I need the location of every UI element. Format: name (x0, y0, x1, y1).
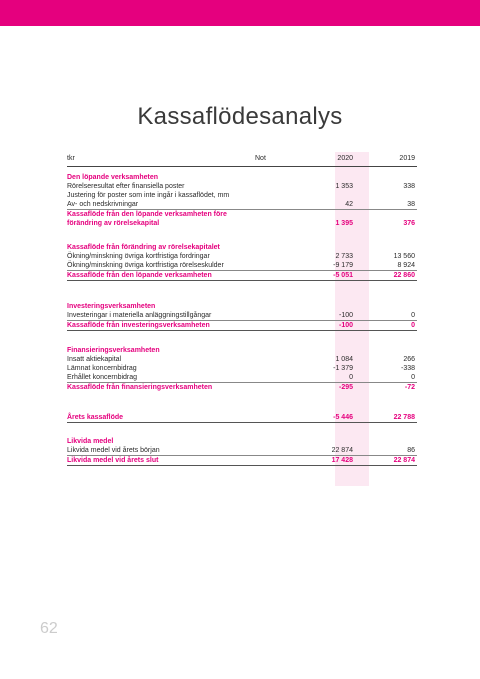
table-row (67, 355, 417, 364)
note-column-header: Not (255, 155, 266, 162)
table-row (67, 191, 417, 200)
value-2019: 86 (407, 447, 415, 454)
value-2020: -5 051 (333, 272, 353, 279)
table-row (67, 252, 417, 261)
row-label: Av- och nedskrivningar (67, 201, 139, 208)
row-label: Lämnat koncernbidrag (67, 365, 137, 372)
value-2019: 22 860 (393, 272, 415, 279)
section-heading-text: Investeringsverksamheten (67, 303, 156, 310)
table-row (67, 364, 417, 373)
value-2019: 0 (411, 322, 415, 329)
row-label: Justering för poster som inte ingår i kassaflödet, mm (67, 192, 230, 199)
value-2019: 338 (403, 183, 415, 190)
subtotal-row (67, 219, 417, 228)
subtotal-row (67, 209, 417, 219)
row-label: Erhållet koncernbidrag (67, 374, 138, 381)
table-row (67, 261, 417, 270)
table-row (67, 182, 417, 191)
table-row (67, 311, 417, 320)
year-2020-header: 2020 (337, 155, 353, 162)
section-heading-text: Likvida medel (67, 438, 114, 445)
unit-label: tkr (67, 155, 75, 162)
value-2019: 22 874 (393, 457, 415, 464)
value-2019: -338 (400, 365, 415, 372)
value-2020: 1 395 (335, 220, 353, 227)
value-2020: 1 353 (335, 183, 353, 190)
table-row (67, 373, 417, 382)
cash-flow-table (67, 152, 417, 466)
value-2020: 1 084 (335, 356, 353, 363)
row-label: Kassaflöde från den löpande verksamheten (67, 272, 212, 279)
row-label: förändring av rörelsekapital (67, 220, 160, 227)
row-label: Ökning/minskning övriga kortfristiga rörelseskulder (67, 262, 224, 269)
annual-cash-flow-row (67, 413, 417, 423)
table-header-row (67, 152, 417, 167)
top-accent-bar (0, 0, 480, 26)
value-2020: -295 (338, 384, 353, 391)
value-2020: 42 (345, 201, 353, 208)
value-2020: 17 428 (331, 457, 353, 464)
value-2019: 13 560 (393, 253, 415, 260)
row-label: Likvida medel vid årets början (67, 447, 160, 454)
value-2019: 38 (407, 201, 415, 208)
table-row (67, 200, 417, 209)
page-title: Kassaflödesanalys (137, 103, 343, 130)
value-2020: 2 733 (335, 253, 353, 260)
row-label: Kassaflöde från den löpande verksamheten före (67, 211, 227, 218)
section-heading-text: Kassaflöde från förändring av rörelsekapitalet (67, 244, 220, 251)
total-row (67, 455, 417, 466)
section-heading (67, 173, 417, 182)
value-2019: -72 (404, 384, 415, 391)
value-2020: -100 (338, 312, 353, 319)
value-2019: 8 924 (397, 262, 415, 269)
row-label: Likvida medel vid årets slut (67, 457, 159, 464)
row-label: Kassaflöde från investeringsverksamheten (67, 322, 210, 329)
section-heading (67, 346, 417, 355)
total-row (67, 270, 417, 281)
value-2020: 0 (349, 374, 353, 381)
row-label: Rörelseresultat efter finansiella poster (67, 183, 185, 190)
value-2020: 22 874 (331, 447, 353, 454)
value-2020: -1 379 (333, 365, 353, 372)
value-2020: -100 (338, 322, 353, 329)
total-row (67, 382, 417, 392)
value-2019: 0 (411, 312, 415, 319)
value-2019: 22 788 (393, 414, 415, 421)
section-heading (67, 243, 417, 252)
page-number: 62 (40, 620, 58, 637)
value-2020: -5 446 (333, 414, 353, 421)
section-heading (67, 302, 417, 311)
value-2020: -9 179 (333, 262, 353, 269)
section-heading-text: Finansieringsverksamheten (67, 347, 160, 354)
row-label: Investeringar i materiella anläggningstillgångar (67, 312, 212, 319)
row-label: Årets kassaflöde (67, 414, 124, 421)
total-row (67, 320, 417, 331)
year-2019-header: 2019 (399, 155, 415, 162)
value-2019: 376 (403, 220, 415, 227)
table-row (67, 446, 417, 455)
value-2019: 266 (403, 356, 415, 363)
row-label: Ökning/minskning övriga kortfristiga fordringar (67, 253, 210, 260)
section-heading-text: Den löpande verksamheten (67, 174, 159, 181)
section-heading (67, 437, 417, 446)
value-2019: 0 (411, 374, 415, 381)
row-label: Insatt aktiekapital (67, 356, 122, 363)
row-label: Kassaflöde från finansieringsverksamheten (67, 384, 213, 391)
